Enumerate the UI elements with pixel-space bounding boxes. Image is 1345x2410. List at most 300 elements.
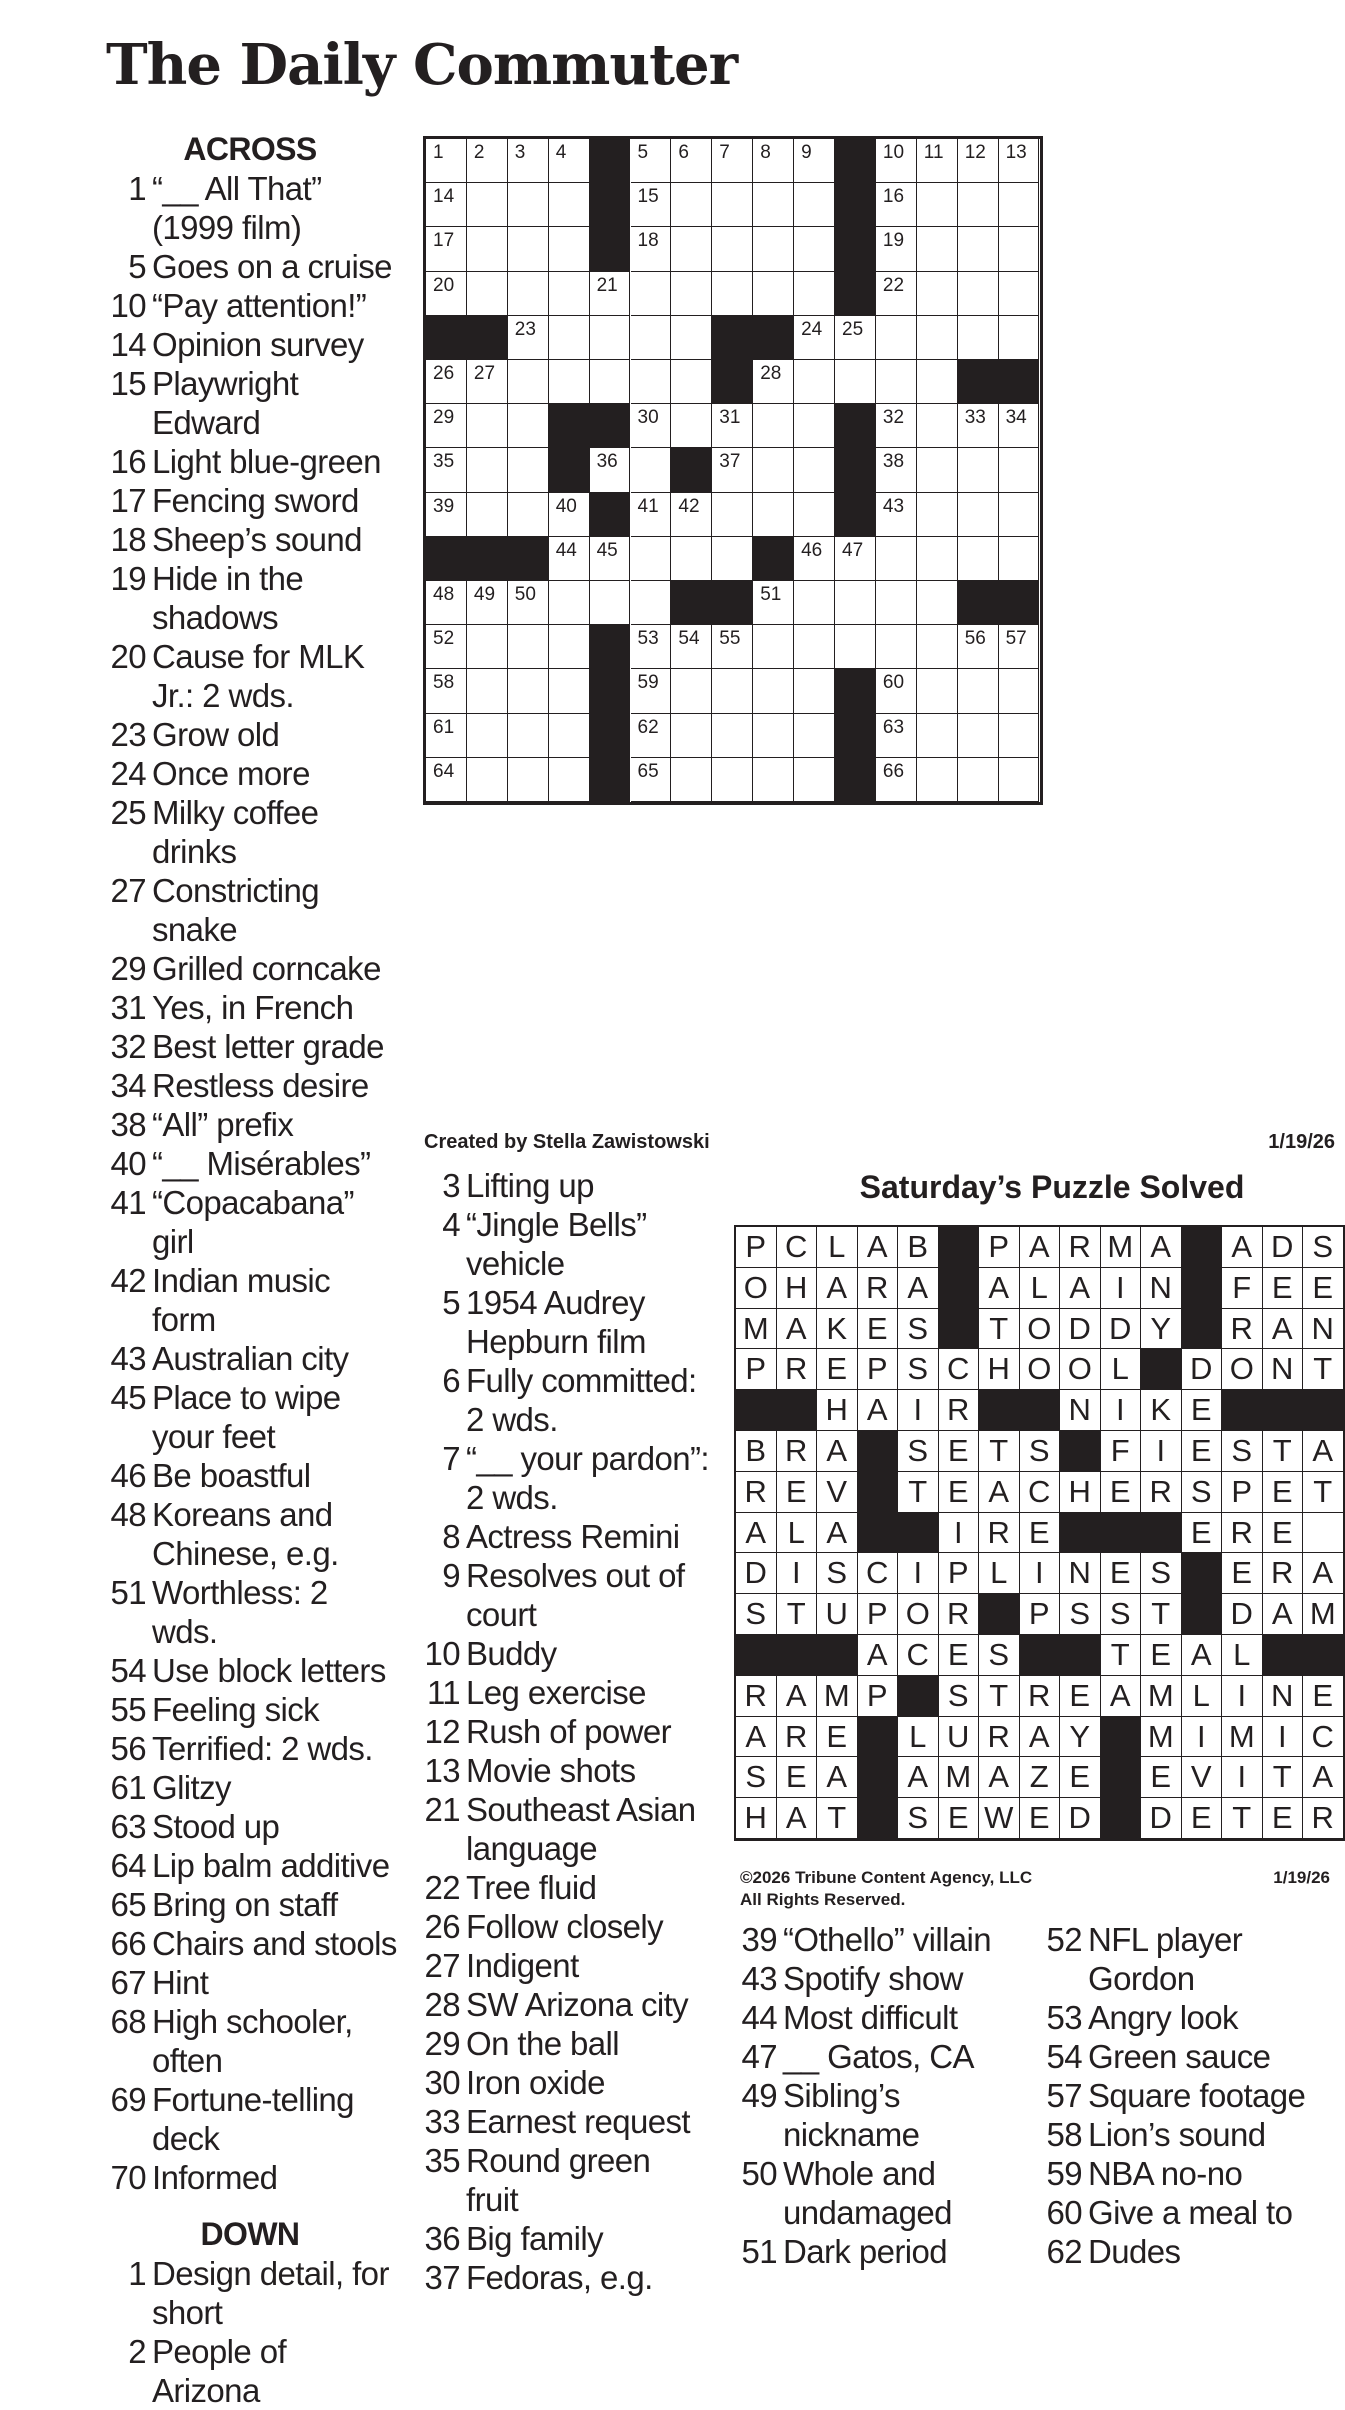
- grid-cell[interactable]: [835, 360, 876, 404]
- grid-cell[interactable]: [958, 537, 999, 581]
- grid-cell[interactable]: [671, 758, 712, 802]
- clue-text: Earnest request: [466, 2103, 690, 2140]
- grid-cell[interactable]: [753, 404, 794, 448]
- solved-cell: [858, 1553, 899, 1594]
- grid-cell[interactable]: [508, 669, 549, 713]
- grid-cell[interactable]: [467, 669, 508, 713]
- grid-cell[interactable]: [794, 360, 835, 404]
- grid-cell[interactable]: [671, 404, 712, 448]
- grid-cell[interactable]: [712, 404, 753, 448]
- solved-cell: [777, 1227, 818, 1268]
- grid-cell[interactable]: [917, 625, 958, 669]
- grid-cell[interactable]: [917, 227, 958, 271]
- grid-cell[interactable]: [999, 139, 1040, 183]
- grid-cell[interactable]: [631, 493, 672, 537]
- solved-letter: S: [1028, 1433, 1050, 1468]
- grid-cell[interactable]: [958, 404, 999, 448]
- grid-cell[interactable]: [958, 758, 999, 802]
- grid-cell[interactable]: [794, 404, 835, 448]
- black-square: [753, 537, 794, 581]
- grid-cell[interactable]: [467, 139, 508, 183]
- grid-cell[interactable]: [426, 758, 467, 802]
- across-clue: [100, 793, 400, 871]
- down-clue: [1042, 1998, 1342, 2037]
- grid-cell[interactable]: [467, 404, 508, 448]
- clue-number-label: 56: [964, 628, 986, 650]
- solved-cell: [1303, 1309, 1344, 1350]
- solved-grid: [734, 1225, 1345, 1841]
- solved-letter: N: [1311, 1310, 1334, 1346]
- grid-cell[interactable]: [876, 360, 917, 404]
- grid-cell[interactable]: [917, 493, 958, 537]
- solved-letter: N: [1271, 1677, 1294, 1713]
- grid-cell[interactable]: [917, 448, 958, 492]
- down-clue: [732, 1920, 1037, 1959]
- black-square: [835, 404, 876, 448]
- grid-cell[interactable]: [794, 669, 835, 713]
- grid-cell[interactable]: [549, 669, 590, 713]
- grid-cell[interactable]: [794, 714, 835, 758]
- grid-cell[interactable]: [999, 404, 1040, 448]
- grid-cell[interactable]: [917, 537, 958, 581]
- solved-letter: E: [1231, 1555, 1253, 1591]
- grid-cell[interactable]: [426, 272, 467, 316]
- grid-cell[interactable]: [999, 183, 1040, 227]
- grid-cell[interactable]: [426, 581, 467, 625]
- clue-text: __ Gatos, CA: [783, 2038, 974, 2075]
- grid-cell[interactable]: [631, 537, 672, 581]
- solved-cell: [898, 1717, 939, 1758]
- grid-cell[interactable]: [631, 581, 672, 625]
- grid-cell[interactable]: [917, 360, 958, 404]
- grid-cell[interactable]: [794, 448, 835, 492]
- grid-cell[interactable]: [876, 183, 917, 227]
- solved-cell: [777, 1676, 818, 1717]
- grid-cell[interactable]: [508, 139, 549, 183]
- solved-letter: L: [909, 1718, 927, 1754]
- grid-cell[interactable]: [876, 316, 917, 360]
- black-square: [1101, 1717, 1142, 1758]
- solved-letter: A: [785, 1800, 807, 1836]
- grid-cell[interactable]: [753, 227, 794, 271]
- down-clue: [1042, 1920, 1342, 1998]
- solved-cell: [1303, 1268, 1344, 1309]
- clue-number-label: 26: [433, 363, 455, 384]
- grid-cell[interactable]: [671, 669, 712, 713]
- clue-number-label: 31: [719, 407, 741, 429]
- solved-cell: [1101, 1390, 1142, 1431]
- grid-cell[interactable]: [631, 227, 672, 271]
- solved-cell: [1020, 1472, 1061, 1513]
- solved-letter: E: [1109, 1555, 1131, 1591]
- clue-text: Stood up: [152, 1808, 280, 1845]
- clue-number-label: 50: [514, 584, 536, 605]
- grid-cell[interactable]: [590, 316, 631, 360]
- grid-cell[interactable]: [794, 316, 835, 360]
- grid-cell[interactable]: [631, 316, 672, 360]
- clue-number-label: 27: [473, 363, 496, 384]
- grid-cell[interactable]: [426, 360, 467, 404]
- solved-cell: [1141, 1553, 1182, 1594]
- grid-cell[interactable]: [753, 139, 794, 183]
- grid-cell[interactable]: [712, 139, 753, 183]
- grid-cell[interactable]: [426, 139, 467, 183]
- grid-cell[interactable]: [549, 316, 590, 360]
- grid-cell[interactable]: [835, 581, 876, 625]
- grid-cell[interactable]: [712, 448, 753, 492]
- grid-cell[interactable]: [508, 581, 549, 625]
- solved-cell: [939, 1513, 980, 1554]
- grid-cell[interactable]: [917, 316, 958, 360]
- clue-number-label: 61: [433, 716, 455, 738]
- grid-cell[interactable]: [876, 537, 917, 581]
- solved-cell: [1222, 1431, 1263, 1472]
- grid-cell[interactable]: [426, 669, 467, 713]
- grid-cell[interactable]: [671, 316, 712, 360]
- grid-cell[interactable]: [467, 360, 508, 404]
- clue-text: Whole and undamaged: [783, 2155, 952, 2231]
- solved-cell: [736, 1227, 777, 1268]
- grid-cell[interactable]: [426, 625, 467, 669]
- clue-number-label: 3: [514, 142, 526, 163]
- clue-column-2: [420, 1166, 710, 2297]
- grid-cell[interactable]: [794, 758, 835, 802]
- solved-cell: [979, 1676, 1020, 1717]
- grid-cell[interactable]: [794, 625, 835, 669]
- grid-cell[interactable]: [631, 625, 672, 669]
- across-clue: [100, 1105, 400, 1144]
- clue-text: Koreans and Chinese, e.g.: [152, 1496, 339, 1572]
- grid-cell[interactable]: [999, 316, 1040, 360]
- solved-letter: A: [745, 1718, 767, 1754]
- grid-cell[interactable]: [712, 758, 753, 802]
- down-clue: [1042, 2037, 1342, 2076]
- grid-cell[interactable]: [631, 714, 672, 758]
- grid-cell[interactable]: [958, 625, 999, 669]
- grid-cell[interactable]: [958, 227, 999, 271]
- grid-cell[interactable]: [958, 139, 999, 183]
- grid-cell[interactable]: [917, 669, 958, 713]
- grid-cell[interactable]: [590, 448, 631, 492]
- grid-cell[interactable]: [549, 227, 590, 271]
- grid-cell[interactable]: [958, 714, 999, 758]
- grid-cell[interactable]: [835, 625, 876, 669]
- grid-cell[interactable]: [753, 669, 794, 713]
- grid-cell[interactable]: [876, 581, 917, 625]
- across-clue: [100, 169, 400, 247]
- grid-cell[interactable]: [712, 669, 753, 713]
- grid-cell[interactable]: [549, 493, 590, 537]
- grid-cell[interactable]: [917, 272, 958, 316]
- clue-number-label: 23: [514, 318, 536, 340]
- solved-cell: [1020, 1431, 1061, 1472]
- grid-cell[interactable]: [467, 272, 508, 316]
- grid-cell[interactable]: [999, 493, 1040, 537]
- clue-text: “Pay attention!”: [152, 287, 367, 324]
- grid-cell[interactable]: [753, 581, 794, 625]
- grid-cell[interactable]: [835, 316, 876, 360]
- clue-text: Dark period: [783, 2233, 947, 2270]
- grid-cell[interactable]: [508, 625, 549, 669]
- grid-cell[interactable]: [631, 404, 672, 448]
- solved-cell: [1060, 1268, 1101, 1309]
- clue-number: 51: [741, 2233, 777, 2270]
- grid-cell[interactable]: [671, 183, 712, 227]
- solved-letter: N: [1149, 1269, 1172, 1305]
- solved-cell: [1020, 1349, 1061, 1390]
- grid-cell[interactable]: [467, 227, 508, 271]
- grid-cell[interactable]: [753, 493, 794, 537]
- grid-cell[interactable]: [794, 272, 835, 316]
- grid-cell[interactable]: [549, 360, 590, 404]
- grid-cell[interactable]: [753, 183, 794, 227]
- grid-cell[interactable]: [917, 139, 958, 183]
- grid-cell[interactable]: [876, 139, 917, 183]
- grid-cell[interactable]: [549, 139, 590, 183]
- grid-cell[interactable]: [712, 272, 753, 316]
- down-clue: [420, 1283, 710, 1361]
- black-square: [939, 1227, 980, 1268]
- clue-number: 53: [1046, 1999, 1082, 2036]
- grid-cell[interactable]: [958, 183, 999, 227]
- grid-cell[interactable]: [958, 272, 999, 316]
- solved-letter: R: [866, 1269, 889, 1305]
- grid-cell[interactable]: [753, 714, 794, 758]
- clue-number-label: 51: [760, 584, 782, 605]
- grid-cell[interactable]: [794, 227, 835, 271]
- solved-letter: D: [1190, 1351, 1213, 1387]
- grid-cell[interactable]: [794, 493, 835, 537]
- grid-cell[interactable]: [794, 537, 835, 581]
- grid-cell[interactable]: [753, 625, 794, 669]
- grid-cell[interactable]: [876, 758, 917, 802]
- grid-cell[interactable]: [876, 272, 917, 316]
- grid-cell[interactable]: [508, 493, 549, 537]
- clue-text: SW Arizona city: [466, 1986, 689, 2023]
- copyright-line-2: All Rights Reserved.: [740, 1890, 906, 1909]
- clue-number: 26: [424, 1908, 460, 1945]
- grid-cell[interactable]: [794, 183, 835, 227]
- grid-cell[interactable]: [467, 625, 508, 669]
- solved-letter: R: [1149, 1473, 1172, 1509]
- grid-cell[interactable]: [631, 669, 672, 713]
- grid-cell[interactable]: [835, 537, 876, 581]
- grid-cell[interactable]: [508, 758, 549, 802]
- solved-letter: L: [1030, 1269, 1048, 1305]
- solved-letter: Y: [1150, 1310, 1172, 1346]
- black-square: [1020, 1635, 1061, 1676]
- clue-number: 41: [110, 1184, 146, 1221]
- grid-cell[interactable]: [426, 404, 467, 448]
- grid-cell[interactable]: [631, 183, 672, 227]
- grid-cell[interactable]: [876, 448, 917, 492]
- grid-cell[interactable]: [671, 493, 712, 537]
- grid-cell[interactable]: [467, 758, 508, 802]
- grid-cell[interactable]: [958, 493, 999, 537]
- grid-cell[interactable]: [426, 448, 467, 492]
- black-square: [467, 316, 508, 360]
- grid-cell[interactable]: [426, 183, 467, 227]
- grid-cell[interactable]: [876, 625, 917, 669]
- grid-cell[interactable]: [917, 183, 958, 227]
- solved-cell: [979, 1349, 1020, 1390]
- solved-cell: [1060, 1390, 1101, 1431]
- grid-cell[interactable]: [590, 537, 631, 581]
- grid-cell[interactable]: [712, 714, 753, 758]
- grid-cell[interactable]: [999, 448, 1040, 492]
- clue-text: Goes on a cruise: [152, 248, 392, 285]
- grid-cell[interactable]: [712, 183, 753, 227]
- grid-cell[interactable]: [508, 272, 549, 316]
- grid-cell[interactable]: [549, 272, 590, 316]
- clue-number: 18: [110, 521, 146, 558]
- grid-cell[interactable]: [671, 227, 712, 271]
- across-clue: [100, 2002, 400, 2080]
- solved-cell: [1020, 1798, 1061, 1839]
- solved-letter: D: [1068, 1310, 1091, 1346]
- grid-cell[interactable]: [508, 448, 549, 492]
- grid-cell[interactable]: [467, 714, 508, 758]
- grid-cell[interactable]: [917, 758, 958, 802]
- grid-cell[interactable]: [549, 758, 590, 802]
- grid-cell[interactable]: [671, 139, 712, 183]
- down-clue: [1042, 2076, 1342, 2115]
- clue-number: 48: [110, 1496, 146, 1533]
- grid-cell[interactable]: [753, 360, 794, 404]
- grid-cell[interactable]: [508, 360, 549, 404]
- grid-cell[interactable]: [508, 227, 549, 271]
- grid-cell[interactable]: [753, 448, 794, 492]
- grid-cell[interactable]: [712, 227, 753, 271]
- grid-cell[interactable]: [631, 448, 672, 492]
- solved-letter: L: [990, 1555, 1008, 1591]
- grid-cell[interactable]: [549, 581, 590, 625]
- grid-cell[interactable]: [917, 581, 958, 625]
- grid-cell[interactable]: [876, 493, 917, 537]
- grid-cell[interactable]: [671, 537, 712, 581]
- grid-cell[interactable]: [999, 669, 1040, 713]
- grid-cell[interactable]: [631, 758, 672, 802]
- grid-cell[interactable]: [590, 581, 631, 625]
- solved-letter: I: [1237, 1677, 1247, 1713]
- clue-text: Hide in the shadows: [152, 560, 304, 636]
- solved-cell: [817, 1472, 858, 1513]
- grid-cell[interactable]: [426, 714, 467, 758]
- solved-cell: [736, 1553, 777, 1594]
- grid-cell[interactable]: [508, 404, 549, 448]
- grid-cell[interactable]: [958, 669, 999, 713]
- grid-cell[interactable]: [999, 625, 1040, 669]
- clue-text: Place to wipe your feet: [152, 1379, 341, 1455]
- grid-cell[interactable]: [876, 669, 917, 713]
- solved-cell: [898, 1553, 939, 1594]
- solved-cell: [1222, 1594, 1263, 1635]
- grid-cell[interactable]: [876, 404, 917, 448]
- grid-cell[interactable]: [999, 714, 1040, 758]
- grid-cell[interactable]: [508, 714, 549, 758]
- grid-cell[interactable]: [999, 227, 1040, 271]
- grid-cell[interactable]: [917, 404, 958, 448]
- solved-letter: T: [827, 1800, 847, 1836]
- across-clue: [100, 1066, 400, 1105]
- grid-cell[interactable]: [549, 183, 590, 227]
- solved-letter: E: [947, 1473, 969, 1509]
- black-square: [1263, 1635, 1304, 1676]
- across-clue: [100, 1573, 400, 1651]
- grid-cell[interactable]: [958, 316, 999, 360]
- grid-cell[interactable]: [876, 714, 917, 758]
- grid-cell[interactable]: [999, 758, 1040, 802]
- solved-cell: [817, 1676, 858, 1717]
- solved-letter: U: [947, 1718, 970, 1754]
- solved-cell: [1141, 1676, 1182, 1717]
- clue-number-label: 33: [964, 407, 986, 429]
- grid-cell[interactable]: [917, 714, 958, 758]
- grid-cell[interactable]: [753, 272, 794, 316]
- grid-cell[interactable]: [671, 625, 712, 669]
- grid-cell[interactable]: [467, 581, 508, 625]
- grid-cell[interactable]: [426, 227, 467, 271]
- grid-cell[interactable]: [712, 493, 753, 537]
- grid-cell[interactable]: [794, 139, 835, 183]
- grid-cell[interactable]: [508, 316, 549, 360]
- solved-letter: T: [908, 1473, 928, 1509]
- grid-cell[interactable]: [631, 360, 672, 404]
- grid-cell[interactable]: [671, 272, 712, 316]
- grid-cell[interactable]: [508, 183, 549, 227]
- grid-cell[interactable]: [671, 714, 712, 758]
- clue-number: 56: [110, 1730, 146, 1767]
- solved-letter: S: [745, 1596, 767, 1632]
- grid-cell[interactable]: [549, 714, 590, 758]
- grid-cell[interactable]: [426, 493, 467, 537]
- solved-cell: [736, 1472, 777, 1513]
- solved-letter: A: [1312, 1759, 1334, 1795]
- grid-cell[interactable]: [631, 272, 672, 316]
- clue-number-label: 18: [637, 230, 659, 252]
- grid-cell[interactable]: [549, 537, 590, 581]
- across-clue: [100, 1885, 400, 1924]
- grid-cell[interactable]: [712, 625, 753, 669]
- grid-cell[interactable]: [631, 139, 672, 183]
- clue-text: Yes, in French: [152, 989, 354, 1026]
- solved-cell: [1020, 1717, 1061, 1758]
- black-square: [1222, 1390, 1263, 1431]
- grid-cell[interactable]: [999, 272, 1040, 316]
- grid-cell[interactable]: [958, 448, 999, 492]
- grid-cell[interactable]: [671, 360, 712, 404]
- grid-cell[interactable]: [549, 625, 590, 669]
- clue-text: Worthless: 2 wds.: [152, 1574, 328, 1650]
- solved-cell: [1182, 1757, 1223, 1798]
- grid-cell[interactable]: [590, 360, 631, 404]
- grid-cell[interactable]: [712, 537, 753, 581]
- grid-cell[interactable]: [590, 272, 631, 316]
- clue-text: Chairs and stools: [152, 1925, 397, 1962]
- clue-text: Hint: [152, 1964, 209, 2001]
- grid-cell[interactable]: [753, 758, 794, 802]
- clue-number-label: 41: [637, 495, 659, 517]
- solved-letter: E: [1271, 1800, 1293, 1836]
- grid-cell[interactable]: [467, 183, 508, 227]
- grid-cell[interactable]: [794, 581, 835, 625]
- clue-text: Most difficult: [783, 1999, 958, 2036]
- solved-cell: [736, 1757, 777, 1798]
- grid-cell[interactable]: [467, 493, 508, 537]
- grid-cell[interactable]: [999, 537, 1040, 581]
- grid-cell[interactable]: [876, 227, 917, 271]
- grid-cell[interactable]: [467, 448, 508, 492]
